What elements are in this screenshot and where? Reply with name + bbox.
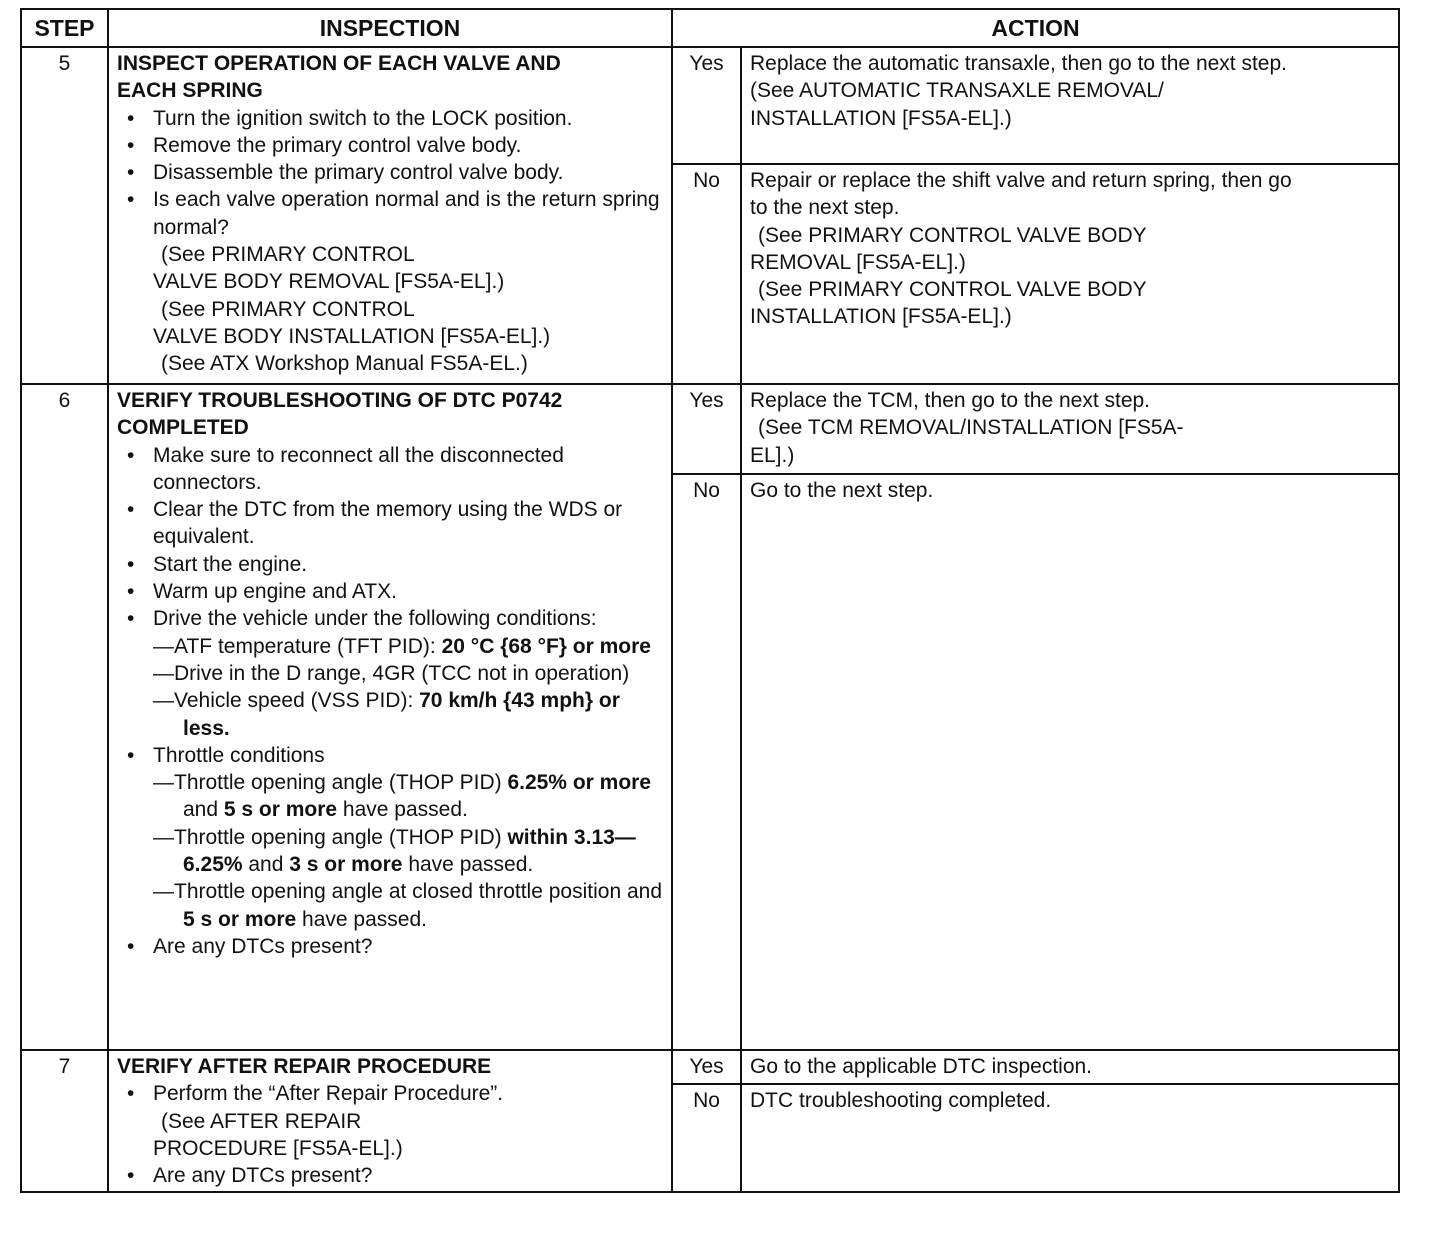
list-item (117, 1080, 667, 1162)
no-action (741, 474, 1399, 1050)
step-number: 7 (21, 1050, 108, 1192)
reference-line: VALVE BODY INSTALLATION [FS5A-EL].) (153, 324, 551, 348)
step-6-yes-row (21, 384, 1399, 474)
action-line: INSTALLATION [FS5A-EL].) (750, 106, 1012, 130)
list-item: • Are any DTCs present? (117, 1162, 667, 1189)
list-item: • Start the engine. (117, 551, 667, 578)
no-label: No (672, 1084, 741, 1192)
condition-line: —Throttle opening angle (THOP PID) 6.25% or more and 5 s or more have passed. (153, 771, 652, 822)
list-item: • Turn the ignition switch to the LOCK position. (117, 105, 667, 132)
list-item-text: Perform the “After Repair Procedure”. (153, 1082, 504, 1106)
condition-line: —Throttle opening angle (THOP PID) within 3.13—6.25% and 3 s or more have passed. (153, 825, 636, 877)
list-item: • Remove the primary control valve body. (117, 132, 667, 159)
step-number: 5 (21, 47, 108, 384)
list-item (117, 742, 667, 933)
action-line: Replace the TCM, then go to the next step. (750, 389, 1151, 412)
action-line: (See PRIMARY CONTROL VALVE BODY (758, 223, 1147, 247)
inspection-title: VERIFY TROUBLESHOOTING OF DTC P0742 (117, 389, 563, 412)
action-line: Go to the applicable DTC inspection. (750, 1055, 1093, 1078)
condition-line: —ATF temperature (TFT PID): 20 °C {68 °F} or more (153, 634, 651, 658)
step-number: 6 (21, 384, 108, 1050)
action-line: (See PRIMARY CONTROL VALVE BODY (758, 278, 1147, 302)
header-inspection: INSPECTION (108, 9, 672, 47)
action-line: (See TCM REMOVAL/INSTALLATION [FS5A- (758, 416, 1184, 440)
list-item (117, 186, 667, 377)
header-row (21, 9, 1399, 47)
inspection-cell (108, 1050, 672, 1192)
yes-action (741, 384, 1399, 474)
action-line: (See AUTOMATIC TRANSAXLE REMOVAL/ (750, 79, 1164, 103)
list-item-text: Drive the vehicle under the following conditions: (153, 607, 597, 631)
inspection-title: VERIFY AFTER REPAIR PROCEDURE (117, 1055, 492, 1078)
inspection-list (117, 1080, 667, 1189)
reference-line: (See AFTER REPAIR (161, 1109, 362, 1133)
reference-line: PROCEDURE [FS5A-EL].) (153, 1136, 403, 1160)
action-line: INSTALLATION [FS5A-EL].) (750, 305, 1012, 329)
troubleshooting-table (20, 8, 1400, 1193)
list-item (117, 605, 667, 741)
inspection-cell (108, 47, 672, 384)
step-5-yes-row (21, 47, 1399, 164)
list-item: • Clear the DTC from the memory using the WDS or equivalent. (117, 496, 667, 551)
reference-line: (See PRIMARY CONTROL (161, 297, 415, 321)
yes-action (741, 47, 1399, 164)
list-item: • Disassemble the primary control valve body. (117, 159, 667, 186)
list-item-text: Is each valve operation normal and is the return spring normal? (153, 188, 660, 239)
reference-line: VALVE BODY REMOVAL [FS5A-EL].) (153, 270, 505, 294)
condition-line: —Drive in the D range, 4GR (TCC not in operation) (153, 661, 630, 685)
action-line: Replace the automatic transaxle, then go to the next step. (750, 52, 1287, 75)
no-label: No (672, 474, 741, 1050)
inspection-list (117, 442, 667, 961)
inspection-list (117, 105, 667, 378)
yes-label: Yes (672, 47, 741, 164)
action-line: DTC troubleshooting completed. (750, 1089, 1052, 1113)
reference-line: (See PRIMARY CONTROL (161, 243, 415, 267)
action-line: Repair or replace the shift valve and return spring, then go (750, 169, 1292, 192)
step-7-yes-row (21, 1050, 1399, 1084)
action-line: Go to the next step. (750, 479, 934, 502)
condition-line: —Vehicle speed (VSS PID): 70 km/h {43 mph} or less. (153, 689, 620, 740)
yes-label: Yes (672, 1050, 741, 1084)
condition-line: —Throttle opening angle at closed throttle position and 5 s or more have passed. (153, 880, 662, 931)
inspection-cell (108, 384, 672, 1050)
list-item: • Warm up engine and ATX. (117, 578, 667, 605)
inspection-title: INSPECT OPERATION OF EACH VALVE AND (117, 52, 561, 75)
list-item: • Are any DTCs present? (117, 933, 667, 960)
reference-line: (See ATX Workshop Manual FS5A-EL.) (161, 352, 528, 376)
list-item: • Make sure to reconnect all the disconnected connectors. (117, 442, 667, 497)
inspection-title: COMPLETED (117, 416, 249, 440)
action-line: REMOVAL [FS5A-EL].) (750, 250, 966, 274)
action-line: EL].) (750, 443, 795, 467)
yes-label: Yes (672, 384, 741, 474)
action-line: to the next step. (750, 196, 900, 220)
inspection-title: EACH SPRING (117, 79, 263, 103)
yes-action (741, 1050, 1399, 1084)
list-item-text: Throttle conditions (153, 743, 325, 767)
no-action (741, 164, 1399, 384)
header-action: ACTION (672, 9, 1399, 47)
header-step: STEP (21, 9, 108, 47)
no-label: No (672, 164, 741, 384)
no-action (741, 1084, 1399, 1192)
